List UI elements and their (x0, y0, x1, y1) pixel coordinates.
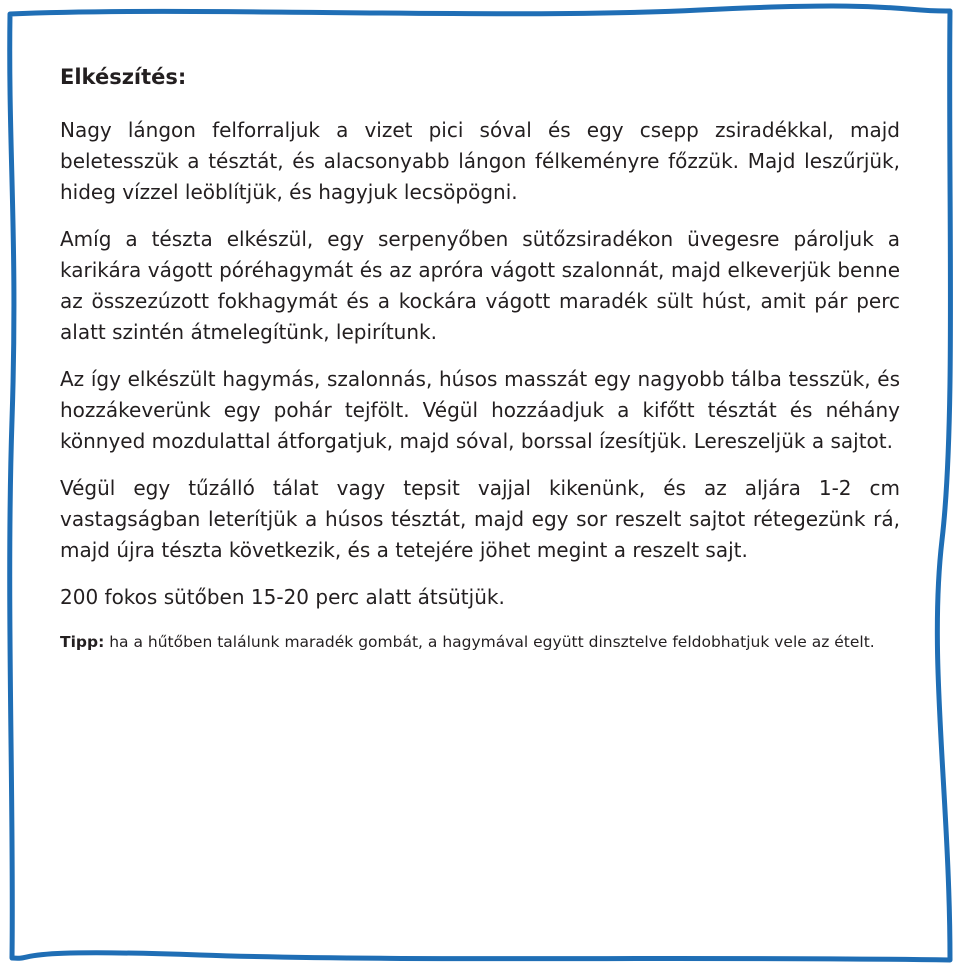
paragraph-mixing: Az így elkészült hagymás, szalonnás, húsos masszát egy nagyobb tálba tesszük, és hozzákeverünk egy pohár tejfölt. Végül hozzáadjuk a kifőtt tésztát és néhány könnyed mozdulattal átforgatjuk, majd sóval, borssal ízesítjük. Lereszeljük a sajtot. (60, 367, 900, 453)
paragraph-baking: 200 fokos sütőben 15-20 perc alatt átsütjük. (60, 585, 505, 609)
tip-text: ha a hűtőben találunk maradék gombát, a hagymával együtt dinsztelve feldobhatjuk vele az ételt. (104, 633, 875, 651)
tip-label: Tipp: (60, 633, 105, 651)
paragraph-frying: Amíg a tészta elkészül, egy serpenyőben sütőzsiradékon üvegesre pároljuk a karikára vágott póréhagymát és az apróra vágott szalonnát, majd elkeverjük benne az összezúzott fokhagymát és a kockára vágott maradék sült húst, amit pár perc alatt szintén átmelegítünk, lepirítunk. (60, 227, 900, 344)
tip-note (60, 627, 900, 658)
recipe-instructions (60, 62, 900, 658)
paragraph-layering: Végül egy tűzálló tálat vagy tepsit vajjal kikenünk, és az aljára 1-2 cm vastagságban leterítjük a húsos tésztát, majd egy sor reszelt sajtot rétegezünk rá, majd újra tészta következik, és a tetejére jöhet megint a reszelt sajt. (60, 476, 900, 562)
paragraph-boiling: Nagy lángon felforraljuk a vizet pici sóval és egy csepp zsiradékkal, majd beletesszük a tésztát, és alacsonyabb lángon félkeményre főzzük. Majd leszűrjük, hideg vízzel leöblítjük, és hagyjuk lecsöpögni. (60, 118, 900, 204)
section-heading: Elkészítés: (60, 65, 187, 89)
